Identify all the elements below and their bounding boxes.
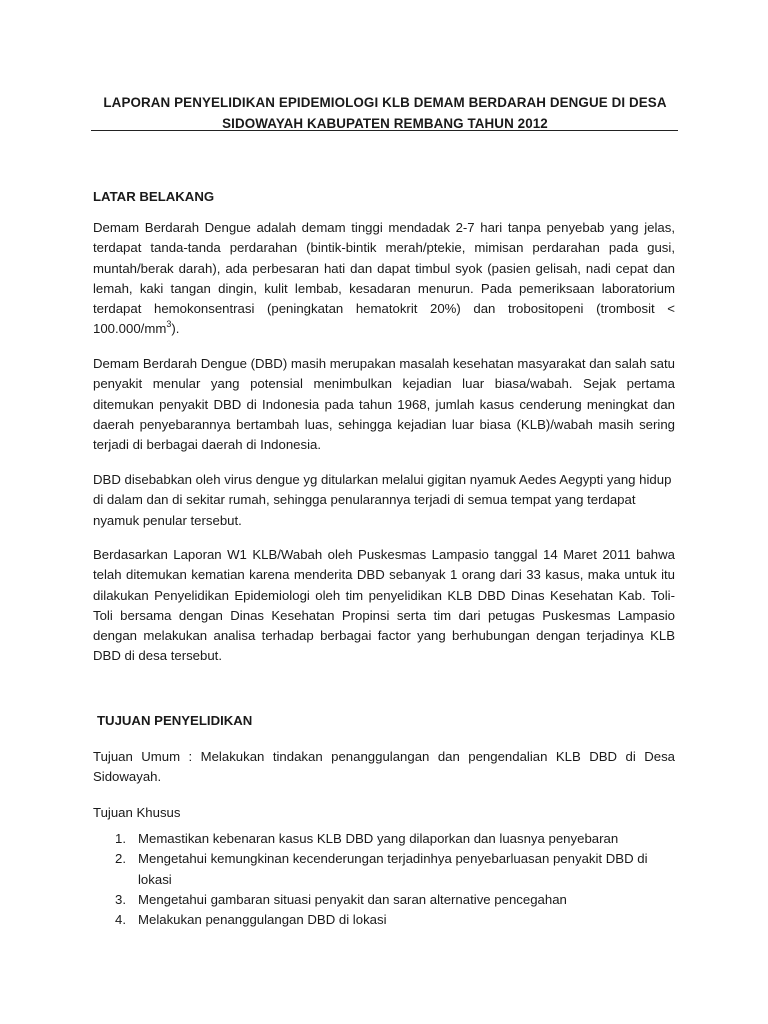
document-title <box>92 92 678 134</box>
list-number: 4. <box>115 912 126 928</box>
list-text: Mengetahui gambaran situasi penyakit dan saran alternative pencegahan <box>138 891 567 907</box>
list-number: 3. <box>115 891 126 907</box>
label-tujuan-khusus: Tujuan Khusus <box>93 805 181 820</box>
list-number: 2. <box>115 851 126 867</box>
list-text: Melakukan penanggulangan DBD di lokasi <box>138 912 387 928</box>
heading-latar-belakang: LATAR BELAKANG <box>93 189 215 204</box>
paragraph-report: Berdasarkan Laporan W1 KLB/Wabah oleh Puskesmas Lampasio tanggal 14 Maret 2011 bahwa telah ditemukan kematian karena menderita DBD sebanyak 1 orang dari 33 kasus, maka untuk itu dilakukan Penyelidikan Epidemiologi oleh tim penyelidikan KLB DBD Dinas Kesehatan Kab. Toli-Toli bersama dengan Dinas Kesehatan Propinsi serta tim dari petugas Puskesmas Lampasio dengan melakukan analisa terhadap berbagai factor yang berhubungan dengan terjadinya KLB DBD di desa tersebut. <box>93 547 675 664</box>
list-item <box>93 829 683 849</box>
paragraph-dbd-cause: DBD disebabkan oleh virus dengue yg ditularkan melalui gigitan nyamuk Aedes Aegypti yang hidup di dalam dan di sekitar rumah, sehingga penularannya terjadi di semua tempat yang terdapat nyamuk penular tersebut. <box>93 472 672 528</box>
list-text: Memastikan kebenaran kasus KLB DBD yang dilaporkan dan luasnya penyebaran <box>138 831 619 846</box>
paragraph-definition-text: Demam Berdarah Dengue adalah demam tinggi mendadak 2-7 hari tanpa penyebab yang jelas, terdapat tanda-tanda perdarahan (bintik-bintik merah/ptekie, mimisan perdarahan pada gusi, muntah/berak darah), ada perbesaran hati dan dapat timbul syok (pasien gelisah, nadi cepat dan lemah, kaki tangan dingin, kulit lembab, kesadaran menurun. Pada pemeriksaan laboratorium terdapat hemokonsentrasi (peningkatan hematokrit 20%) dan trobositopeni (trombosit < 100.000/mm <box>93 220 675 337</box>
list-item <box>93 849 683 890</box>
tujuan-khusus-list <box>93 829 683 930</box>
paragraph-definition-end: ). <box>171 321 180 337</box>
list-text: Mengetahui kemungkinan kecenderungan terjadinhya penyebarluasan penyakit DBD di lokasi <box>138 851 648 887</box>
superscript-3: 3 <box>166 319 172 330</box>
title-underline <box>91 130 678 131</box>
paragraph-dbd-problem: Demam Berdarah Dengue (DBD) masih merupakan masalah kesehatan masyarakat dan salah satu penyakit menular yang potensial menimbulkan kejadian luar biasa/wabah. Sejak pertama ditemukan penyakit DBD di Indonesia pada tahun 1968, jumlah kasus cenderung meningkat dan daerah penyebarannya bertambah luas, sehingga kejadian luar biasa (KLB)/wabah masih sering terjadi di berbagai daerah di Indonesia. <box>93 356 676 453</box>
title-line-1: LAPORAN PENYELIDIKAN EPIDEMIOLOGI KLB DEMAM BERDARAH DENGUE DI DESA <box>103 95 667 110</box>
list-item <box>93 890 683 910</box>
list-item <box>93 910 683 930</box>
title-line-2: SIDOWAYAH KABUPATEN REMBANG TAHUN 2012 <box>222 116 548 131</box>
list-number: 1. <box>115 831 126 846</box>
heading-tujuan-penyelidikan: TUJUAN PENYELIDIKAN <box>97 713 253 728</box>
paragraph-definition <box>93 218 675 340</box>
paragraph-tujuan-umum: Tujuan Umum : Melakukan tindakan penanggulangan dan pengendalian KLB DBD di Desa Sidowayah. <box>93 749 675 785</box>
